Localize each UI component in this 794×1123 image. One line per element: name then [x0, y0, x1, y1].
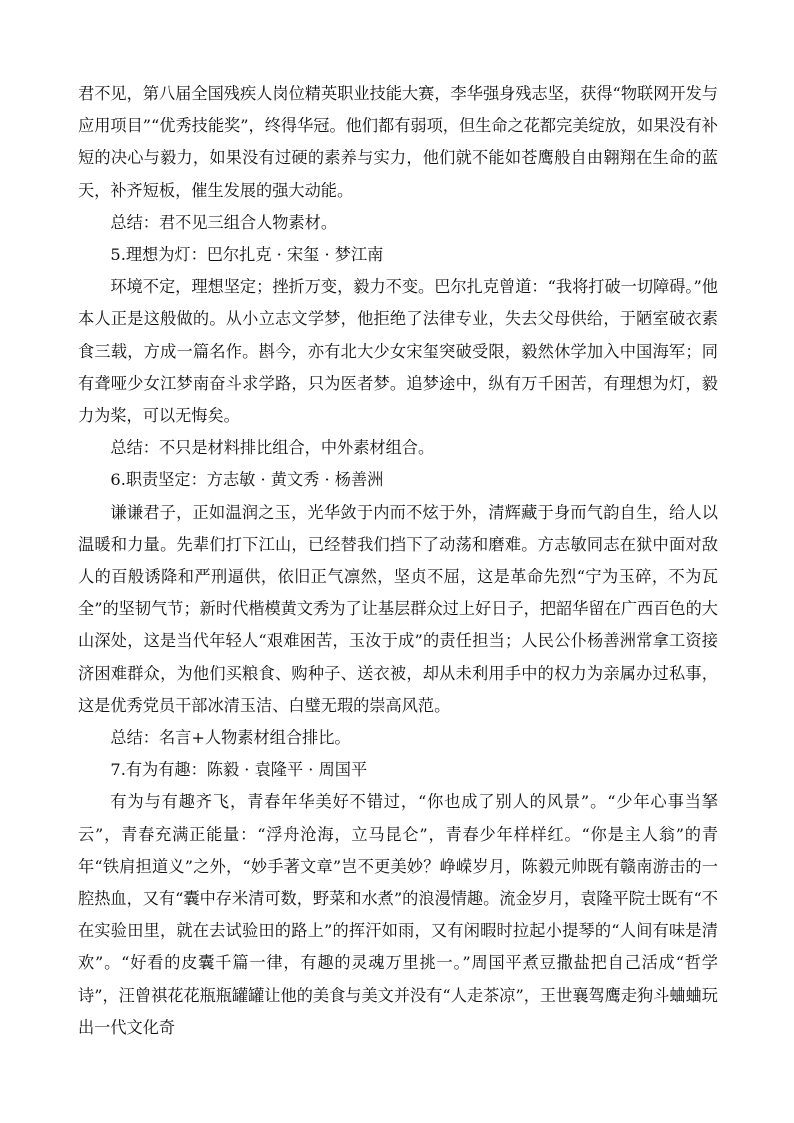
- heading-6-duty: 6.职责坚定：方志敏 · 黄文秀 · 杨善洲: [110, 470, 384, 490]
- paragraph-duty: 谦谦君子，正如温润之玉，光华敛于内而不炫于外，清辉藏于身而气韵自生，给人以温暖和力量。先辈们打下江山，已经替我们挡下了动荡和磨难。方志敏同志在狱中面对敌人的百般诱降和严刑逼供，依旧正气凛然，坚贞不屈，这是革命先烈“宁为玉碎，不为瓦全”的坚韧气节；新时代楷模黄文秀为了让基层群众过上好日子，把韶华留在广西百色的大山深处，这是当代年轻人“艰难困苦，玉汝于成”的责任担当；人民公仆杨善洲常拿工资接济困难群众，为他们买粮食、购种子、送衣被，却从未利用手中的权力为亲属办过私事，这是优秀党员干部冰清玉洁、白璧无瑕的崇高风范。: [78, 502, 718, 715]
- paragraph-ideal: 环境不定，理想坚定；挫折万变，毅力不变。巴尔扎克曾道：“我将打破一切障碍。”他本人正是这般做的。从小立志文学梦，他拒绝了法律专业，失去父母供给，于陋室破衣素食三载，方成一篇名作。斟今，亦有北大少女宋玺突破受限，毅然休学加入中国海军；同有聋哑少女江梦南奋斗求学路，只为医者梦。追梦途中，纵有万千困苦，有理想为灯，毅力为桨，可以无悔矣。: [78, 277, 718, 426]
- summary-3: 总结：名言+人物素材组合排比。: [110, 728, 351, 748]
- paragraph-lihuaqiang: 君不见，第八届全国残疾人岗位精英职业技能大赛，李华强身残志坚，获得“物联网开发与应用项目”“优秀技能奖”，终得华冠。他们都有弱项，但生命之花都完美绽放，如果没有补短的决心与毅力，如果没有过硬的素养与实力，他们就不能如苍鹰般自由翱翔在生命的蓝天，补齐短板，催生发展的强大动能。: [78, 84, 718, 200]
- paragraph-interesting: 有为与有趣齐飞，青春年华美好不错过，“你也成了别人的风景”。“少年心事当拏云”，青春充满正能量：“浮舟沧海，立马昆仑”，青春少年样样红。“你是主人翁”的青年“铁肩担道义”之外，“妙手著文章”岂不更美妙？峥嵘岁月，陈毅元帅既有赣南游击的一腔热血，又有“囊中存米清可数，野菜和水煮”的浪漫情趣。流金岁月，袁隆平院士既有“不在实验田里，就在去试验田的路上”的挥汗如雨，又有闲暇时拉起小提琴的“人间有味是清欢”。“好看的皮囊千篇一律，有趣的灵魂万里挑一。”周国平煮豆撒盐把自己活成“哲学诗”，汪曾祺花花瓶瓶罐罐让他的美食与美文并没有“人走茶凉”，王世襄驾鹰走狗斗蛐蛐玩出一代文化奇: [78, 792, 718, 1037]
- summary-2: 总结：不只是材料排比组合，中外素材组合。: [110, 438, 435, 458]
- summary-1: 总结：君不见三组合人物素材。: [110, 212, 338, 232]
- heading-7-interesting: 7.有为有趣：陈毅 · 袁隆平 · 周国平: [110, 760, 368, 780]
- document-body: [78, 78, 718, 1044]
- heading-5-ideal: 5.理想为灯：巴尔扎克 · 宋玺 · 梦江南: [110, 245, 384, 265]
